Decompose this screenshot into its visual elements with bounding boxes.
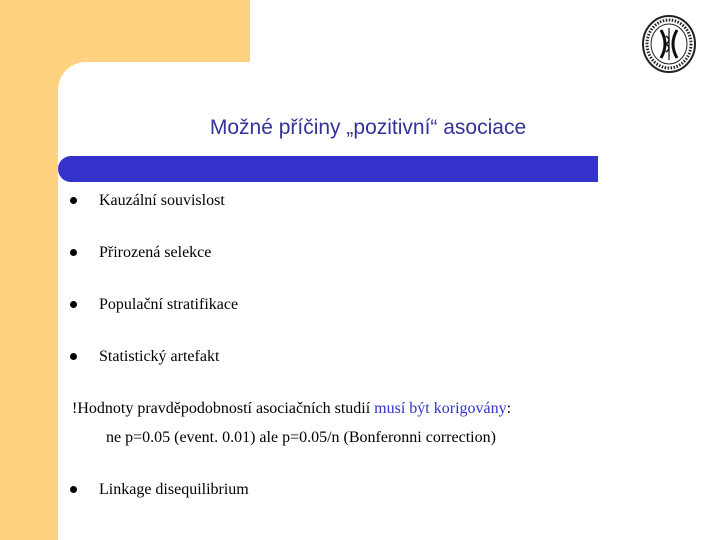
list-item-label: Statistický artefakt <box>99 348 220 365</box>
list-item <box>70 244 211 262</box>
decorative-frame-left <box>0 0 58 540</box>
bullet-dot-icon <box>70 249 77 256</box>
note-prefix: !Hodnoty pravděpodobností asociačních studií <box>72 400 375 417</box>
correction-note <box>72 400 511 418</box>
list-item <box>70 348 219 366</box>
bullet-dot-icon <box>70 486 77 493</box>
list-item-label: Linkage disequilibrium <box>99 481 249 498</box>
list-item-label: Populační stratifikace <box>99 296 239 313</box>
list-item-label: Přirozená selekce <box>99 244 212 261</box>
note-highlight: musí být korigovány <box>374 400 507 417</box>
list-item <box>70 192 225 210</box>
title-underline-bar <box>58 156 598 182</box>
correction-detail: ne p=0.05 (event. 0.01) ale p=0.05/n (Bonferonni correction) <box>106 429 496 446</box>
bullet-dot-icon <box>70 353 77 360</box>
bullet-dot-icon <box>70 301 77 308</box>
bullet-dot-icon <box>70 197 77 204</box>
list-item <box>70 481 249 499</box>
slide-title: Možné příčiny „pozitivní“ asociace <box>209 116 527 139</box>
list-item <box>70 296 238 314</box>
list-item-label: Kauzální souvislost <box>99 192 225 209</box>
note-suffix: : <box>506 400 512 417</box>
university-seal-icon <box>641 14 697 74</box>
